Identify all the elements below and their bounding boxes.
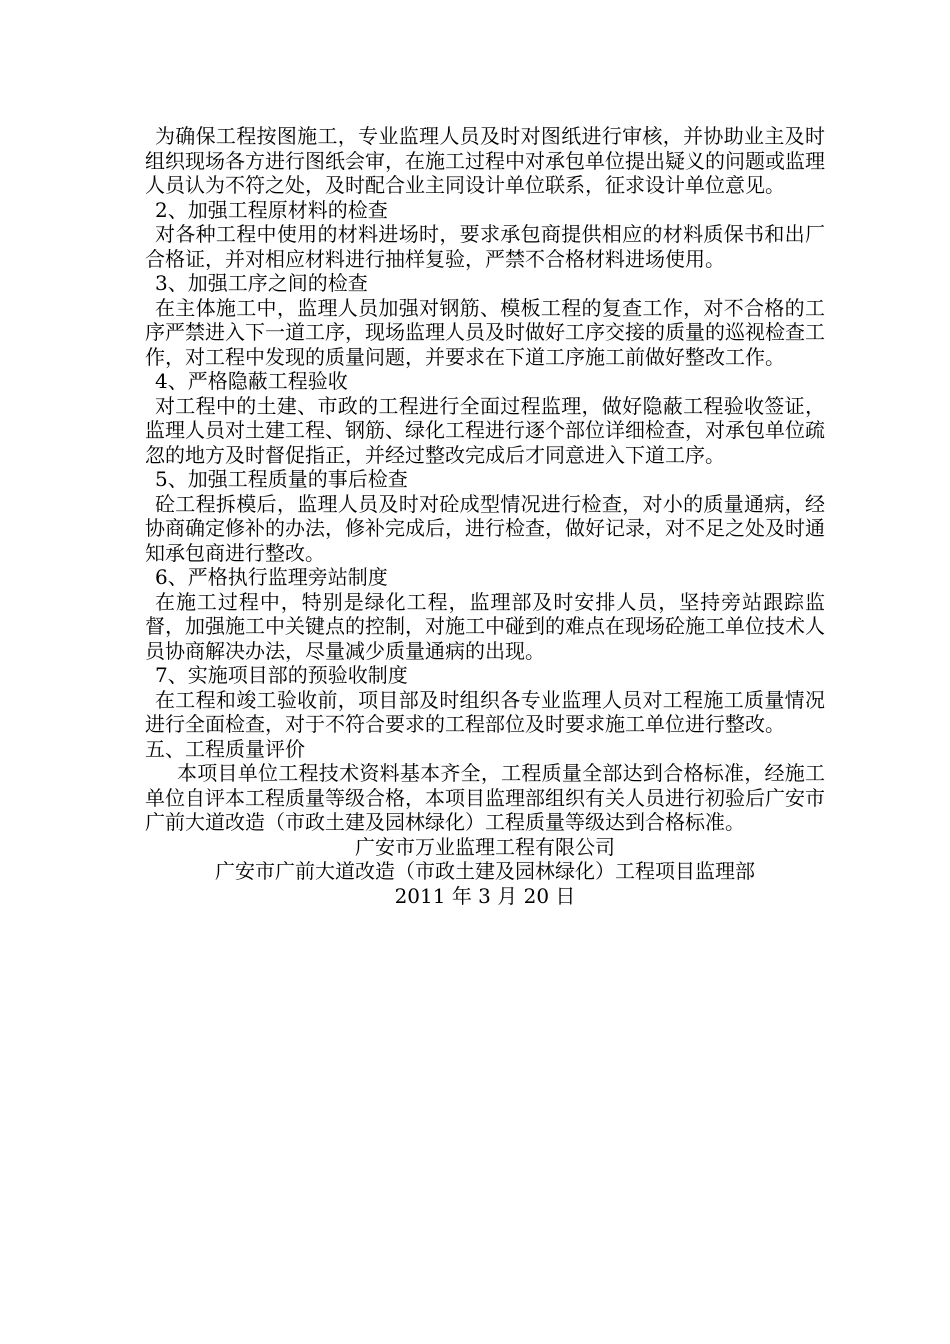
paragraph-concealed-works: 对工程中的土建、市政的工程进行全面过程监理，做好隐蔽工程验收签证，监理人员对土建工程、钢筋、绿化工程进行逐个部位详细检查，对承包单位疏忽的地方及时督促指正，并经过整改完成后才同意进入下道工序。 <box>145 393 825 467</box>
signature-company: 广安市万业监理工程有限公司 <box>355 834 615 859</box>
signature-date: 2011 年 3 月 20 日 <box>394 883 576 908</box>
paragraph-process-inspection: 在主体施工中，监理人员加强对钢筋、模板工程的复查工作，对不合格的工序严禁进入下一道工序，现场监理人员及时做好工序交接的质量的巡视检查工作，对工程中发现的质量问题，并要求在下道工序施工前做好整改工作。 <box>145 295 825 369</box>
document-page <box>145 124 825 908</box>
paragraph-raw-materials: 对各种工程中使用的材料进场时，要求承包商提供相应的材料质保书和出厂合格证，并对相应材料进行抽样复验，严禁不合格材料进场使用。 <box>145 222 825 271</box>
paragraph-pre-acceptance: 在工程和竣工验收前，项目部及时组织各专业监理人员对工程施工质量情况进行全面检查，对于不符合要求的工程部位及时要求施工单位进行整改。 <box>145 687 825 736</box>
heading-side-station: 6、严格执行监理旁站制度 <box>155 565 388 589</box>
heading-post-inspection: 5、加强工程质量的事后检查 <box>155 467 408 491</box>
heading-raw-materials: 2、加强工程原材料的检查 <box>155 197 388 222</box>
signature-department: 广安市广前大道改造（市政土建及园林绿化）工程项目监理部 <box>215 859 755 883</box>
paragraph-side-station: 在施工过程中，特别是绿化工程，监理部及时安排人员，坚持旁站跟踪监督，加强施工中关键点的控制，对施工中碰到的难点在现场砼施工单位技术人员协商解决办法，尽量减少质量通病的出现。 <box>145 589 825 663</box>
paragraph-post-inspection: 砼工程拆模后，监理人员及时对砼成型情况进行检查，对小的质量通病，经协商确定修补的办法，修补完成后，进行检查，做好记录，对不足之处及时通知承包商进行整改。 <box>145 491 825 565</box>
paragraph-quality-evaluation: 本项目单位工程技术资料基本齐全，工程质量全部达到合格标准，经施工单位自评本工程质量等级合格，本项目监理部组织有关人员进行初验后广安市广前大道改造（市政土建及园林绿化）工程质量等级达到合格标准。 <box>145 761 825 834</box>
paragraph-drawing-review: 为确保工程按图施工，专业监理人员及时对图纸进行审核，并协助业主及时组织现场各方进行图纸会审，在施工过程中对承包单位提出疑义的问题或监理人员认为不符之处，及时配合业主同设计单位联系，征求设计单位意见。 <box>145 124 825 197</box>
section-quality-evaluation: 五、工程质量评价 <box>145 736 305 761</box>
heading-pre-acceptance: 7、实施项目部的预验收制度 <box>155 663 408 687</box>
heading-process-inspection: 3、加强工序之间的检查 <box>155 271 368 295</box>
heading-concealed-works: 4、严格隐蔽工程验收 <box>155 369 348 393</box>
